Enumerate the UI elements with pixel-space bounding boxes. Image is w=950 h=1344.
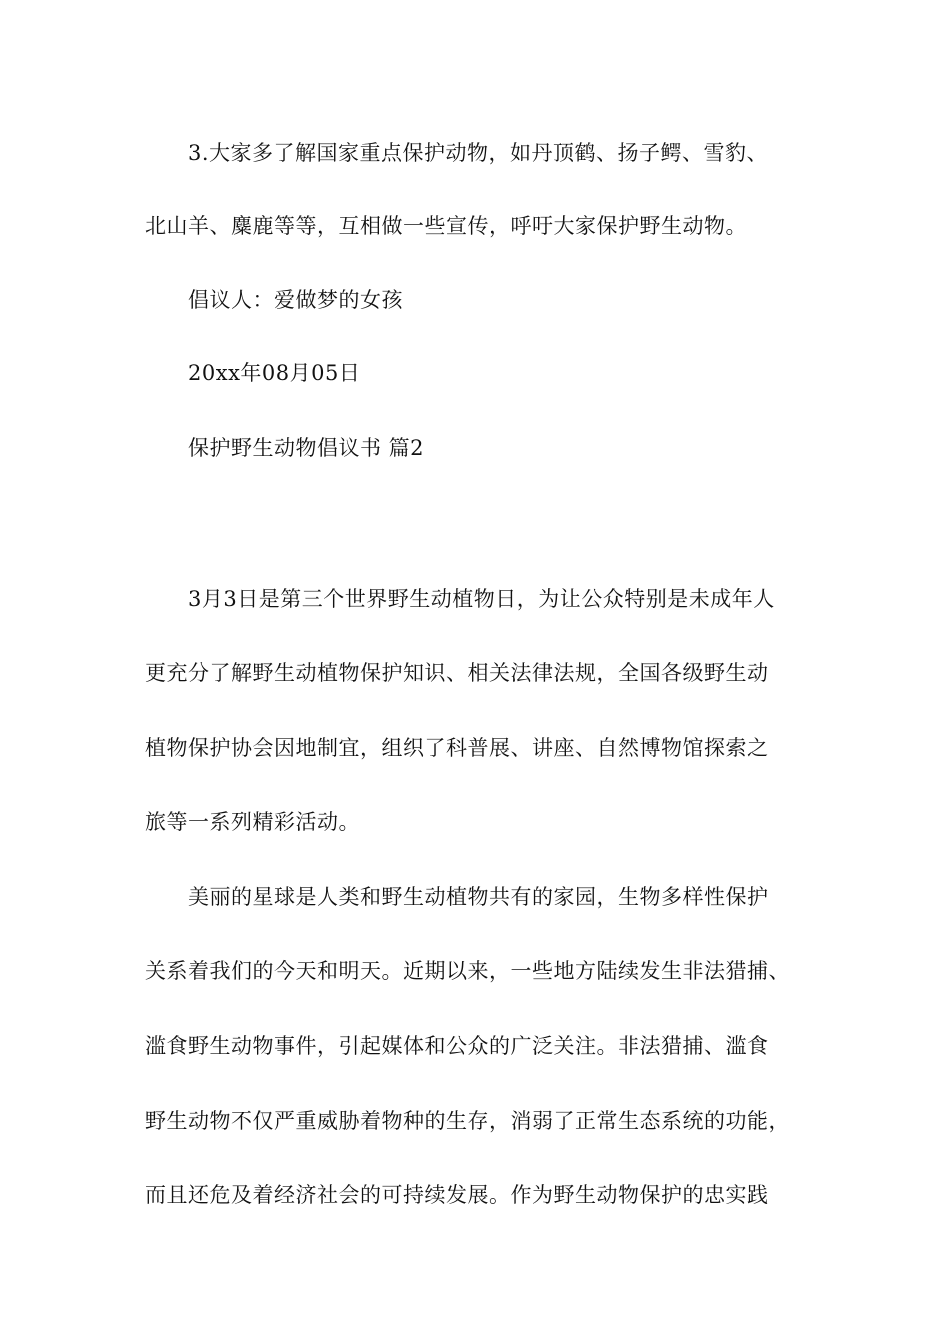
paragraph-line: 关系着我们的今天和明天。近期以来，一些地方陆续发生非法猎捕、 — [145, 959, 790, 983]
paragraph-line: 野生动物不仅严重威胁着物种的生存，消弱了正常生态系统的功能， — [145, 1109, 790, 1133]
proposer-line: 倡议人：爱做梦的女孩 — [188, 288, 403, 312]
date-line: 20xx年08月05日 — [188, 361, 361, 385]
item-3-line-1: 3.大家多了解国家重点保护动物，如丹顶鹤、扬子鳄、雪豹、 — [188, 141, 769, 165]
paragraph-line: 而且还危及着经济社会的可持续发展。作为野生动物保护的忠实践 — [145, 1183, 769, 1207]
paragraph-line: 植物保护协会因地制宜，组织了科普展、讲座、自然博物馆探索之 — [145, 736, 769, 760]
paragraph-line: 旅等一系列精彩活动。 — [145, 810, 360, 834]
paragraph-line: 3月3日是第三个世界野生动植物日，为让公众特别是未成年人 — [188, 587, 775, 611]
section-heading: 保护野生动物倡议书 篇2 — [188, 436, 425, 460]
item-3-line-2: 北山羊、麋鹿等等，互相做一些宣传，呼吁大家保护野生动物。 — [145, 214, 747, 238]
paragraph-line: 更充分了解野生动植物保护知识、相关法律法规，全国各级野生动 — [145, 661, 769, 685]
paragraph-line: 美丽的星球是人类和野生动植物共有的家园，生物多样性保护 — [188, 885, 769, 909]
paragraph-line: 滥食野生动物事件，引起媒体和公众的广泛关注。非法猎捕、滥食 — [145, 1034, 769, 1058]
